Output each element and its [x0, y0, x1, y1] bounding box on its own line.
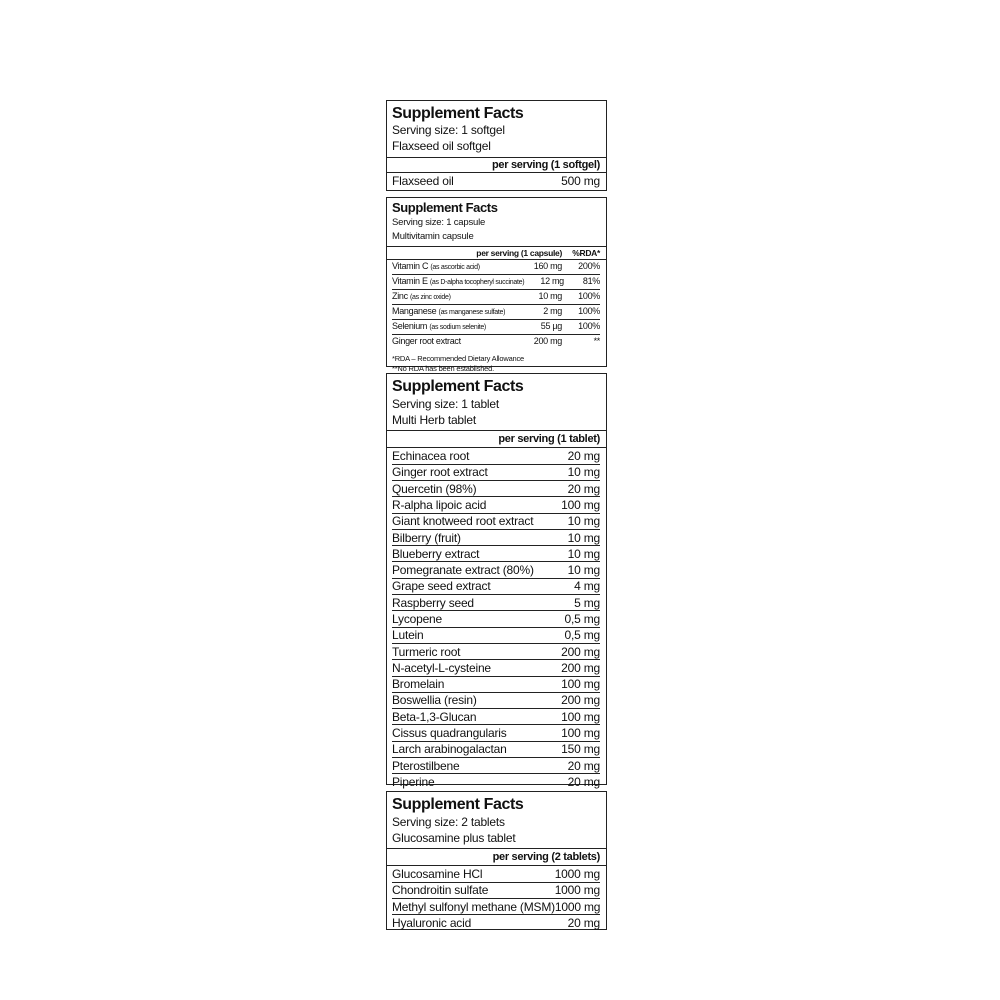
- ingredient-row: [392, 628, 600, 644]
- ingredient-row: [392, 742, 600, 758]
- ingredient-row: [392, 320, 600, 335]
- ingredient-name: Flaxseed oil: [392, 173, 454, 188]
- ingredient-rda: 100%: [578, 320, 600, 331]
- ingredient-name: Giant knotweed root extract: [392, 514, 534, 529]
- ingredient-amount: 100 mg: [561, 497, 600, 512]
- ingredient-name: Blueberry extract: [392, 546, 480, 561]
- ingredient-source-note: (as manganese sulfate): [438, 308, 506, 316]
- ingredient-name: R-alpha lipoic acid: [392, 497, 487, 512]
- ingredient-amount: 20 mg: [567, 481, 600, 496]
- footnote-no-rda: **No RDA has been established.: [392, 363, 494, 373]
- footnote-rda: *RDA – Recommended Dietary Allowance: [392, 353, 525, 363]
- product-name: Multi Herb tablet: [392, 413, 476, 428]
- ingredient-name: Beta-1,3-Glucan: [392, 709, 477, 724]
- ingredient-list: [392, 173, 600, 188]
- ingredient-amount: 10 mg: [567, 546, 600, 561]
- supplement-facts-panel-glucosamine: [386, 791, 607, 930]
- ingredient-row: [392, 915, 600, 931]
- ingredient-row: [392, 530, 600, 546]
- ingredient-amount: 1000 mg: [554, 883, 600, 898]
- ingredient-amount: 200 mg: [561, 644, 600, 659]
- ingredient-row: [392, 514, 600, 530]
- ingredient-label: Vitamin C: [392, 260, 429, 271]
- ingredient-row: [392, 774, 600, 790]
- ingredient-row: [392, 899, 600, 915]
- ingredient-amount: 200 mg: [561, 693, 600, 708]
- ingredient-row: [392, 448, 600, 464]
- ingredient-amount: 10 mg: [567, 563, 600, 578]
- ingredient-amount: 12 mg: [540, 275, 564, 286]
- product-name: Flaxseed oil softgel: [392, 138, 491, 153]
- ingredient-row: [392, 305, 600, 320]
- ingredient-amount: 2 mg: [543, 305, 562, 316]
- ingredient-amount: 20 mg: [567, 775, 600, 790]
- ingredient-name: N-acetyl-L-cysteine: [392, 660, 491, 675]
- ingredient-amount: 0,5 mg: [564, 612, 600, 626]
- ingredient-row: [392, 335, 600, 348]
- ingredient-amount: 0,5 mg: [564, 628, 600, 643]
- ingredient-name: Piperine: [392, 775, 435, 790]
- ingredient-rda: 100%: [578, 305, 600, 316]
- ingredient-name: [392, 260, 520, 274]
- ingredient-amount: 200 mg: [533, 335, 562, 346]
- ingredient-row: [392, 883, 600, 899]
- ingredient-name: Bilberry (fruit): [392, 530, 461, 545]
- ingredient-row: [392, 173, 600, 188]
- rda-column-label: %RDA*: [572, 247, 600, 258]
- ingredient-source-note: (as zinc oxide): [410, 293, 451, 301]
- ingredient-name: Lutein: [392, 628, 424, 643]
- ingredient-label: Ginger root extract: [392, 335, 461, 346]
- supplement-facts-panel-multivitamin: [386, 197, 607, 373]
- ingredient-name: Pomegranate extract (80%): [392, 563, 534, 578]
- ingredient-amount: 500 mg: [561, 173, 600, 188]
- ingredient-rda: 100%: [578, 290, 600, 301]
- ingredient-label: Zinc: [392, 290, 408, 301]
- ingredient-name: Chondroitin sulfate: [392, 883, 489, 898]
- ingredient-rda: 81%: [582, 275, 600, 286]
- per-serving-label: per serving (1 capsule): [476, 247, 562, 258]
- serving-size: Serving size: 1 softgel: [392, 123, 505, 138]
- product-name: Multivitamin capsule: [392, 230, 474, 242]
- ingredient-amount: 10 mg: [567, 514, 600, 529]
- per-serving-header: per serving (2 tablets): [387, 848, 606, 866]
- ingredient-amount: 10 mg: [538, 290, 562, 301]
- supplement-facts-panel-flaxseed: [386, 100, 607, 191]
- ingredient-row: [392, 758, 600, 774]
- ingredient-amount: 5 mg: [574, 595, 600, 610]
- ingredient-name: Raspberry seed: [392, 595, 474, 610]
- ingredient-name: [392, 335, 520, 348]
- ingredient-row: [392, 562, 600, 578]
- ingredient-name: Larch arabinogalactan: [392, 742, 507, 757]
- ingredient-row: [392, 275, 600, 290]
- ingredient-row: [392, 290, 600, 305]
- ingredient-row: [392, 481, 600, 497]
- ingredient-name: Methyl sulfonyl methane (MSM): [392, 899, 555, 914]
- ingredient-amount: 150 mg: [561, 742, 600, 757]
- ingredient-name: [392, 290, 520, 304]
- ingredient-amount: 55 µg: [540, 320, 562, 331]
- ingredient-row: [392, 866, 600, 882]
- ingredient-amount: 200 mg: [561, 660, 600, 675]
- ingredient-row: [392, 725, 600, 741]
- ingredient-row: [392, 709, 600, 725]
- ingredient-label: Selenium: [392, 320, 428, 331]
- ingredient-name: Pterostilbene: [392, 758, 460, 773]
- ingredient-row: [392, 660, 600, 676]
- ingredient-amount: 20 mg: [567, 449, 600, 464]
- product-name: Glucosamine plus tablet: [392, 831, 516, 846]
- ingredient-name: Echinacea root: [392, 449, 470, 464]
- ingredient-name: Hyaluronic acid: [392, 916, 472, 931]
- ingredient-name: Bromelain: [392, 677, 445, 692]
- ingredient-row: [392, 644, 600, 660]
- ingredient-amount: 20 mg: [567, 758, 600, 773]
- ingredient-amount: 160 mg: [533, 260, 562, 271]
- ingredient-amount: 1000 mg: [554, 899, 601, 914]
- ingredient-row: [392, 465, 600, 481]
- ingredient-label: Vitamin E: [392, 275, 428, 286]
- ingredient-row: [392, 595, 600, 611]
- per-serving-header: [387, 246, 606, 260]
- ingredient-amount: 10 mg: [567, 465, 600, 480]
- ingredient-name: Cissus quadrangularis: [392, 726, 507, 741]
- ingredient-list: [392, 260, 600, 348]
- ingredient-rda: 200%: [578, 260, 600, 271]
- ingredient-rda: **: [593, 335, 600, 346]
- serving-size: Serving size: 1 capsule: [392, 216, 486, 228]
- ingredient-name: [392, 305, 520, 319]
- ingredient-name: Glucosamine HCl: [392, 867, 483, 882]
- ingredient-source-note: (as sodium selenite): [429, 323, 486, 331]
- per-serving-header: per serving (1 softgel): [387, 157, 606, 173]
- ingredient-name: [392, 275, 524, 289]
- ingredient-name: Lycopene: [392, 612, 442, 626]
- serving-size: Serving size: 1 tablet: [392, 397, 499, 412]
- ingredient-amount: 100 mg: [561, 709, 600, 724]
- ingredient-row: [392, 693, 600, 709]
- ingredient-row: [392, 579, 600, 595]
- ingredient-name: Quercetin (98%): [392, 481, 477, 496]
- panel-title: Supplement Facts: [392, 105, 524, 122]
- per-serving-header: per serving (1 tablet): [387, 430, 606, 448]
- ingredient-row: [392, 260, 600, 275]
- ingredient-name: Boswellia (resin): [392, 693, 477, 708]
- ingredient-amount: 20 mg: [567, 916, 600, 931]
- ingredient-list: [392, 448, 600, 790]
- ingredient-amount: 100 mg: [561, 677, 600, 692]
- ingredient-name: Grape seed extract: [392, 579, 491, 594]
- ingredient-row: [392, 497, 600, 513]
- ingredient-amount: 1000 mg: [554, 867, 600, 882]
- ingredient-amount: 100 mg: [561, 726, 600, 741]
- ingredient-amount: 10 mg: [567, 530, 600, 545]
- ingredient-label: Manganese: [392, 305, 437, 316]
- ingredient-name: Ginger root extract: [392, 465, 488, 480]
- panel-title: Supplement Facts: [392, 796, 524, 813]
- ingredient-source-note: (as ascorbic acid): [430, 263, 480, 271]
- ingredient-row: [392, 677, 600, 693]
- ingredient-source-note: (as D-alpha tocopheryl succinate): [429, 278, 525, 286]
- ingredient-row: [392, 611, 600, 627]
- supplement-facts-panel-multi-herb: [386, 373, 607, 790]
- panel-title: Supplement Facts: [392, 200, 498, 215]
- ingredient-name: Turmeric root: [392, 644, 461, 659]
- serving-size: Serving size: 2 tablets: [392, 815, 505, 830]
- ingredient-name: [392, 320, 520, 334]
- ingredient-amount: 4 mg: [574, 579, 600, 594]
- panel-title: Supplement Facts: [392, 378, 524, 395]
- ingredient-list: [392, 866, 600, 931]
- ingredient-row: [392, 546, 600, 562]
